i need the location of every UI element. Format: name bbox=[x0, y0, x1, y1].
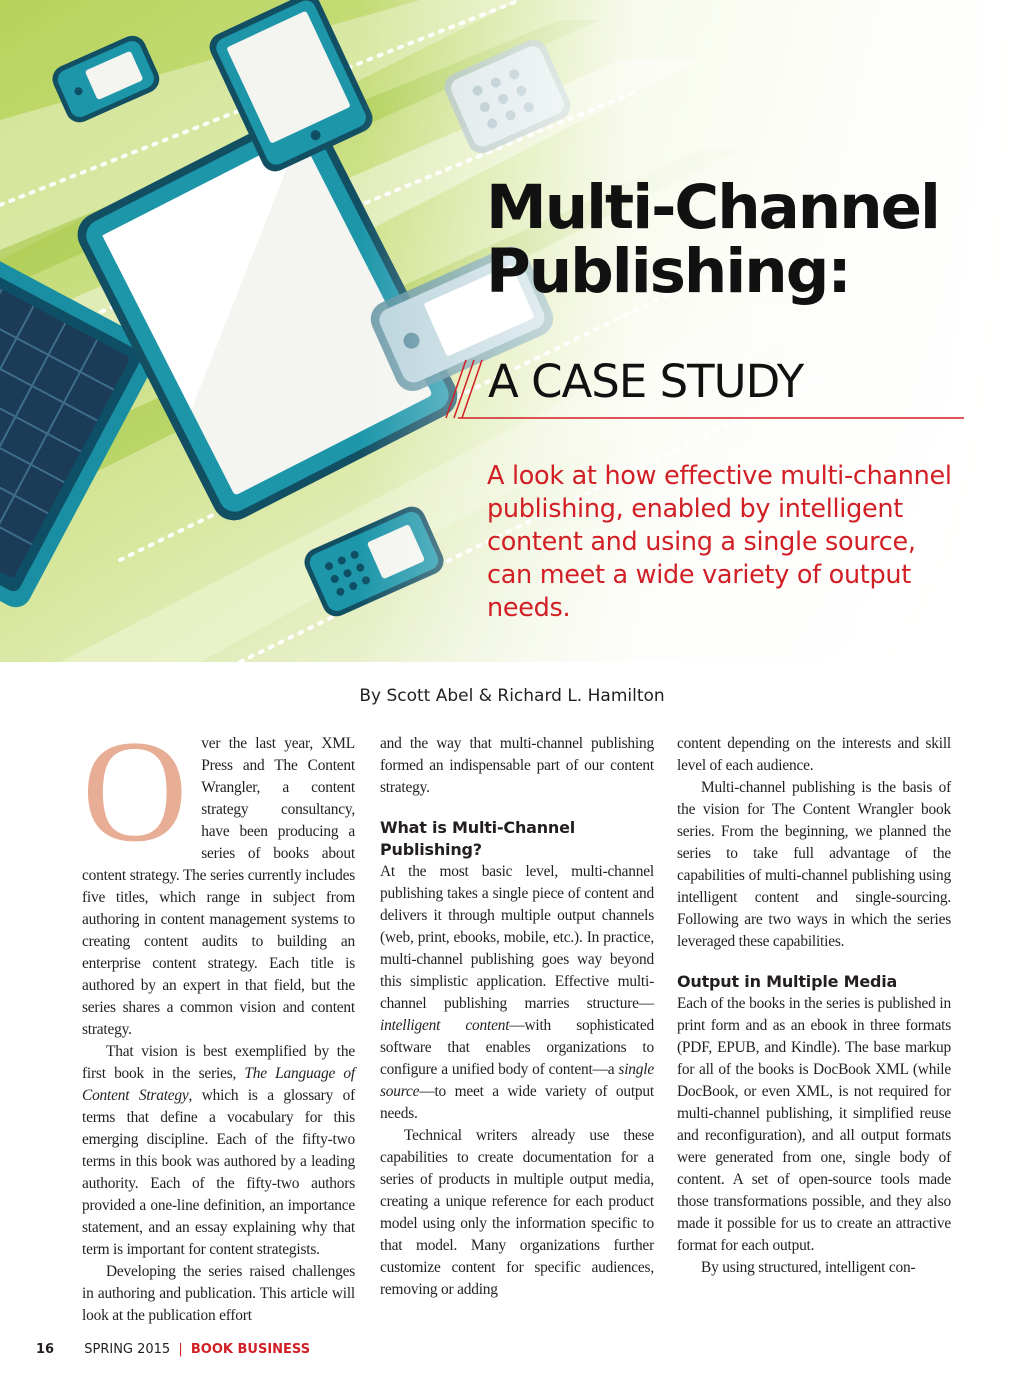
subtitle-row bbox=[444, 354, 964, 422]
hero-illustration bbox=[0, 0, 1024, 662]
paragraph bbox=[82, 1041, 355, 1261]
article-column-1 bbox=[82, 710, 355, 1327]
section-heading: What is Multi-Channel Publishing? bbox=[380, 818, 576, 859]
footer-separator: | bbox=[178, 1342, 183, 1357]
paragraph-text: ver the last year, XML Press and The Content Wrangler, a content strategy consultancy, have been producing a series of books about content strategy. The series currently includes five titles, which range in subject from authoring in content management systems to creating content audits to building an enterprise content strategy. Each title is authored by an expert in that field, but the series shares a common vision and content strategy. bbox=[82, 735, 355, 1038]
paragraph-text: —with sophisticated software that enables organizations to configure a unified body of content—a bbox=[380, 1017, 654, 1078]
publication-name: BOOK BUSINESS bbox=[190, 1342, 311, 1357]
title-line-1: Multi-Channel bbox=[486, 172, 939, 243]
issue-date: SPRING 2015 bbox=[84, 1342, 171, 1357]
article-title bbox=[486, 172, 939, 307]
paragraph-text: , which is a glossary of terms that define a vocabulary for this emerging discipline. Each of the fifty-two terms in this book was authored by a leading authority. Each of the fifty-two authors provided a one-line definition, an importance statement, and an essay explaining why that term is important for content strategists. bbox=[82, 1087, 355, 1258]
paragraph-text: —to meet a wide variety of output needs. bbox=[380, 1083, 654, 1122]
page-number: 16 bbox=[36, 1342, 55, 1357]
article-subtitle: A CASE STUDY bbox=[488, 355, 804, 408]
article-column-2 bbox=[380, 733, 654, 1301]
title-line-2: Publishing: bbox=[486, 236, 850, 307]
paragraph bbox=[380, 861, 654, 1125]
article-column-3 bbox=[677, 733, 951, 1279]
section-heading: Output in Multiple Media bbox=[677, 972, 898, 991]
paragraph-text: At the most basic level, multi-channel publishing takes a single piece of content and delivers it through multiple output channels (web, print, ebooks, mobile, etc.). In practice, multi-channel publishing goes way beyond this simplistic application. Effective multi-channel publishing marries structure— bbox=[380, 863, 654, 1012]
paragraph: Each of the books in the series is published in print form and as an ebook in three formats (PDF, EPUB, and Kindle). The base markup for all of the books is DocBook XML (while DocBook, or even XML, is not required for multi-channel publishing, it simplified reuse and reconfiguration), and all output formats were generated from one, single body of content. A set of open-source tools made those transformations possible, and they also made it possible for us to create an attractive format for each output. bbox=[677, 995, 951, 1254]
emphasis: single source bbox=[380, 1061, 654, 1100]
byline: By Scott Abel & Richard L. Hamilton bbox=[359, 686, 665, 706]
dropcap: O bbox=[82, 710, 188, 872]
paragraph-text: That vision is best exemplified by the first book in the series, bbox=[82, 1043, 355, 1082]
paragraph: Technical writers already use these capabilities to create documentation for a series of products in multiple output media, creating a unique reference for each product model using only the information specific to that model. Many organizations further customize content for specific audiences, removing or adding bbox=[380, 1127, 654, 1298]
paragraph bbox=[82, 710, 355, 1041]
paragraph: Developing the series raised challenges in authoring and publication. This article will look at the publication effort bbox=[82, 1263, 355, 1324]
paragraph: Multi-channel publishing is the basis of the vision for The Content Wrangler book series. From the beginning, we planned the series to take full advantage of the capabilities of multi-channel publishing using intelligent content and single-sourcing. Following are two ways in which the series leveraged these capabilities. bbox=[677, 779, 951, 950]
page-footer bbox=[36, 1342, 310, 1357]
book-title: The Language of Content Strategy bbox=[82, 1065, 355, 1104]
paragraph: By using structured, intelligent con- bbox=[701, 1259, 916, 1276]
paragraph: and the way that multi-channel publishing formed an indispensable part of our content strategy. bbox=[380, 735, 654, 796]
emphasis: intelligent content bbox=[380, 1017, 510, 1034]
paragraph: content depending on the interests and skill level of each audience. bbox=[677, 735, 951, 774]
article-deck: A look at how effective multi-channel publishing, enabled by intelligent content and using a single source, can meet a wide variety of output needs. bbox=[487, 461, 952, 623]
